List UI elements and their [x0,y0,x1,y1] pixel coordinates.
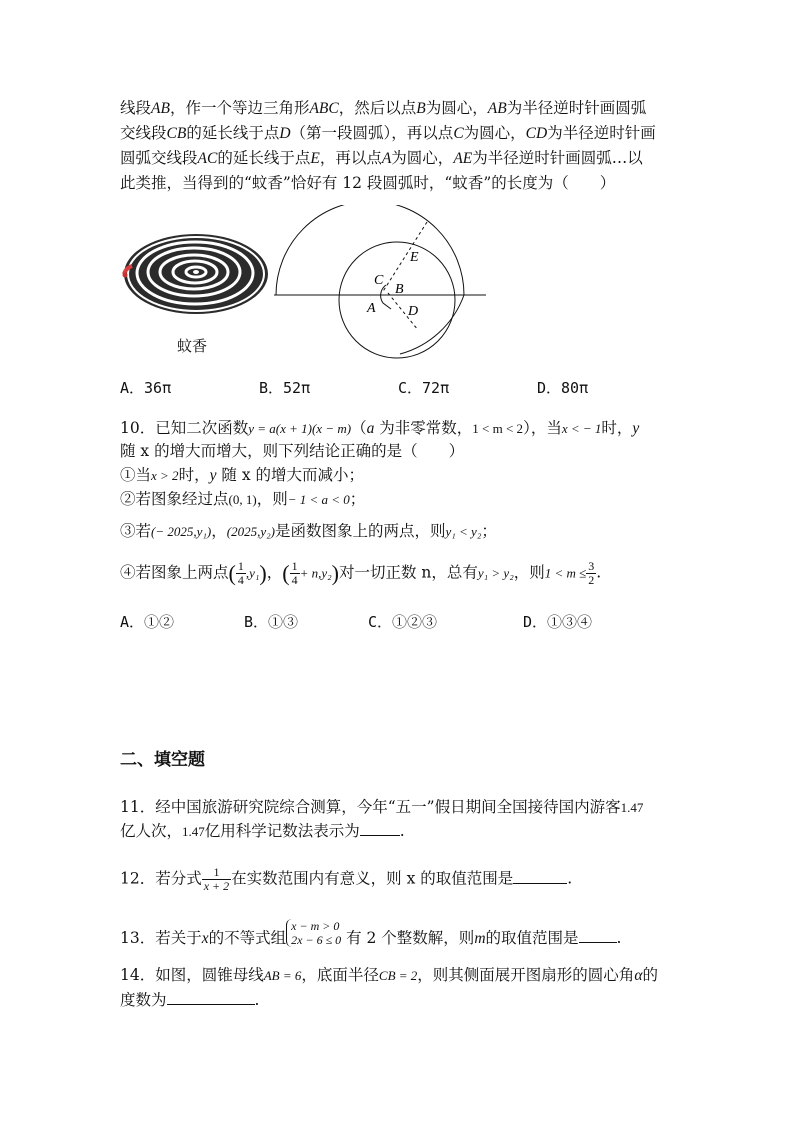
q10-statement-4: ④若图象上两点( $\frac{1}{4}$ ,y₁)，( $\frac{1}{4}$ + n,y₂)对一切正数 n，总有y₁ > y₂，则1 < m ≤ $\frac{3}{2}$ . [120,559,602,587]
q13-answer-blank[interactable] [579,926,617,943]
q10-line-1: 10．已知二次函数y = a(x + 1)(x − m)（a 为非零常数，1 < m < 2），当x < − 1时，y [120,419,640,437]
q11-line-2: 亿人次，1.47亿用科学记数法表示为 . [120,819,405,844]
q9-line-4: 此类推，当得到的“蚊香”恰好有 12 段圆弧时，“蚊香”的长度为（ ） [120,174,616,192]
q9-option-a[interactable]: A．36π [120,379,172,397]
fraction-1-over-x-plus-2: $\frac{1}{x + 2}$ [203,865,230,893]
q12-answer-blank[interactable] [513,867,567,884]
label-D: D [408,304,419,319]
q9-option-d[interactable]: D．80π [537,379,589,397]
fraction-3-2: $\frac{3}{2}$ [588,559,595,587]
q12-line: 12．若分式 $\frac{1}{x + 2}$ 在实数范围内有意义，则 x 的取值范围是 . [120,865,573,893]
fraction-1-4-b: $\frac{1}{4}$ [291,559,298,587]
fraction-1-4: $\frac{1}{4}$ [237,559,244,587]
q9-line-3: 圆弧交线段AC的延长线于点E，再以点A为圆心，AE为半径逆时针画圆弧…以 [120,149,643,167]
label-E: E [410,250,419,265]
coil-caption: 蚊香 [177,337,208,355]
q10-statement-2: ②若图象经过点(0, 1)，则− 1 < a < 0； [120,490,366,508]
q10-line-2: 随 x 的增大而增大，则下列结论正确的是（ ） [120,442,465,460]
q10-option-d[interactable]: D．①③④ [523,613,593,631]
q10-statement-3: ③若(− 2025,y₁)，(2025,y₂)是函数图象上的两点，则y₁ < y₂； [120,522,497,540]
q10-option-b[interactable]: B．①③ [244,613,299,631]
q14-line-2: 度数为 . [120,988,259,1012]
mosquito-coil-image [118,232,273,317]
q14-line-1: 14．如图，圆锥母线AB = 6，底面半径CB = 2，则其侧面展开图扇形的圆心角α的 [120,966,658,984]
q13-line: 13．若关于x的不等式组 x − m > 0 2x − 6 ≤ 0 有 2 个整数解，则m的取值范围是 . [120,919,622,947]
q14-answer-blank[interactable] [167,988,255,1005]
q9-option-c[interactable]: C．72π [398,379,450,397]
q10-option-a[interactable]: A．①② [120,613,175,631]
q10-option-c[interactable]: C．①②③ [368,613,438,631]
q9-line-1: 线段AB，作一个等边三角形ABC，然后以点B为圆心，AB为半径逆时针画圆弧 [120,99,647,117]
q9-line-2: 交线段CB的延长线于点D（第一段圆弧），再以点C为圆心，CD为半径逆时针画 [120,124,656,142]
section-title-fill-in: 二、填空题 [120,750,205,770]
q10-statement-1: ①当x > 2时，y 随 x 的增大而减小； [120,466,364,484]
spiral-arc-diagram [270,205,492,360]
label-C: C [374,273,384,288]
label-B: B [395,282,404,297]
q11-answer-blank[interactable] [360,819,400,836]
q11-line-1: 11．经中国旅游研究院综合测算，今年“五一”假日期间全国接待国内游客1.47 [120,798,644,816]
inequality-system: x − m > 0 2x − 6 ≤ 0 [286,919,341,947]
q9-option-b[interactable]: B．52π [259,379,311,397]
label-A: A [367,301,376,316]
